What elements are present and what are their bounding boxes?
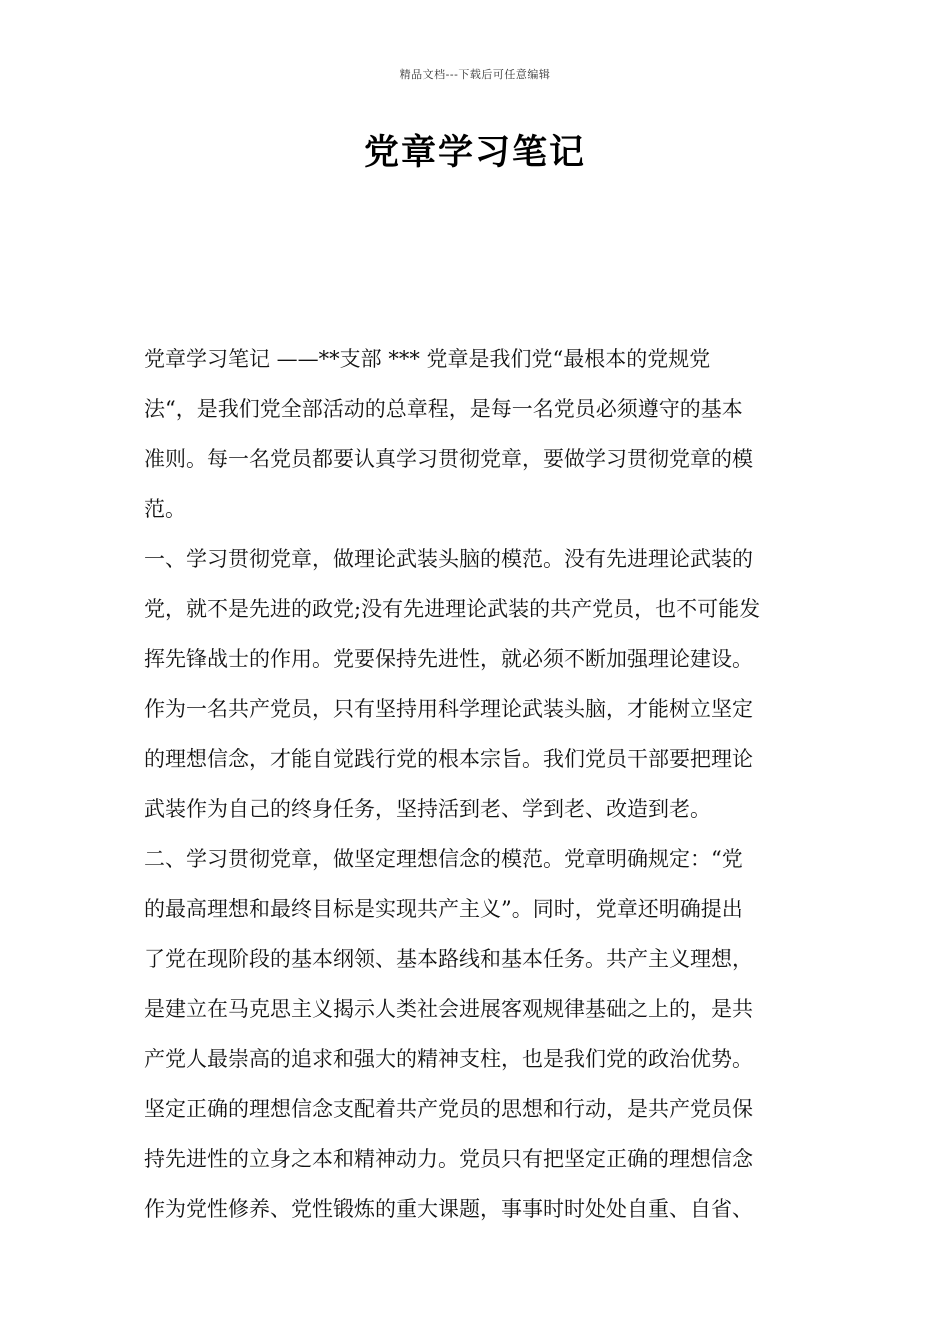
- body-line: 是建立在马克思主义揭示人类社会进展客观规律基础之上的，是共: [144, 997, 753, 1021]
- body-line: 党章学习笔记 ——**支部 *** 党章是我们党“最根本的党规党: [144, 347, 711, 371]
- body-line: 作为党性修养、党性锻炼的重大课题，事事时时处处自重、自省、: [144, 1197, 753, 1221]
- body-line: 准则。每一名党员都要认真学习贯彻党章，要做学习贯彻党章的模: [144, 447, 753, 471]
- page-header-watermark: 精品文档---下载后可任意编辑: [399, 68, 551, 81]
- document-body: [144, 334, 814, 1234]
- body-line: 法“，是我们党全部活动的总章程，是每一名党员必须遵守的基本: [144, 397, 743, 421]
- body-line: 坚定正确的理想信念支配着共产党员的思想和行动，是共产党员保: [144, 1097, 753, 1121]
- body-line: 的理想信念，才能自觉践行党的根本宗旨。我们党员干部要把理论: [144, 747, 753, 771]
- body-line: 作为一名共产党员，只有坚持用科学理论武装头脑，才能树立坚定: [144, 697, 753, 721]
- body-line: 武装作为自己的终身任务，坚持活到老、学到老、改造到老。: [144, 797, 711, 821]
- body-line: 范。: [144, 497, 186, 521]
- body-line: 产党人最崇高的追求和强大的精神支柱，也是我们党的政治优势。: [144, 1047, 753, 1071]
- body-line: 一、学习贯彻党章，做理论武装头脑的模范。没有先进理论武装的: [144, 547, 753, 571]
- body-line: 二、学习贯彻党章，做坚定理想信念的模范。党章明确规定：“党: [144, 847, 743, 871]
- body-line: 挥先锋战士的作用。党要保持先进性，就必须不断加强理论建设。: [144, 647, 753, 671]
- body-line: 党，就不是先进的政党;没有先进理论武装的共产党员，也不可能发: [144, 597, 761, 621]
- body-line: 了党在现阶段的基本纲领、基本路线和基本任务。共产主义理想，: [144, 947, 753, 971]
- body-line: 持先进性的立身之本和精神动力。党员只有把坚定正确的理想信念: [144, 1147, 753, 1171]
- document-title: 党章学习笔记: [363, 133, 586, 173]
- body-line: 的最高理想和最终目标是实现共产主义”。同时，党章还明确提出: [144, 897, 743, 921]
